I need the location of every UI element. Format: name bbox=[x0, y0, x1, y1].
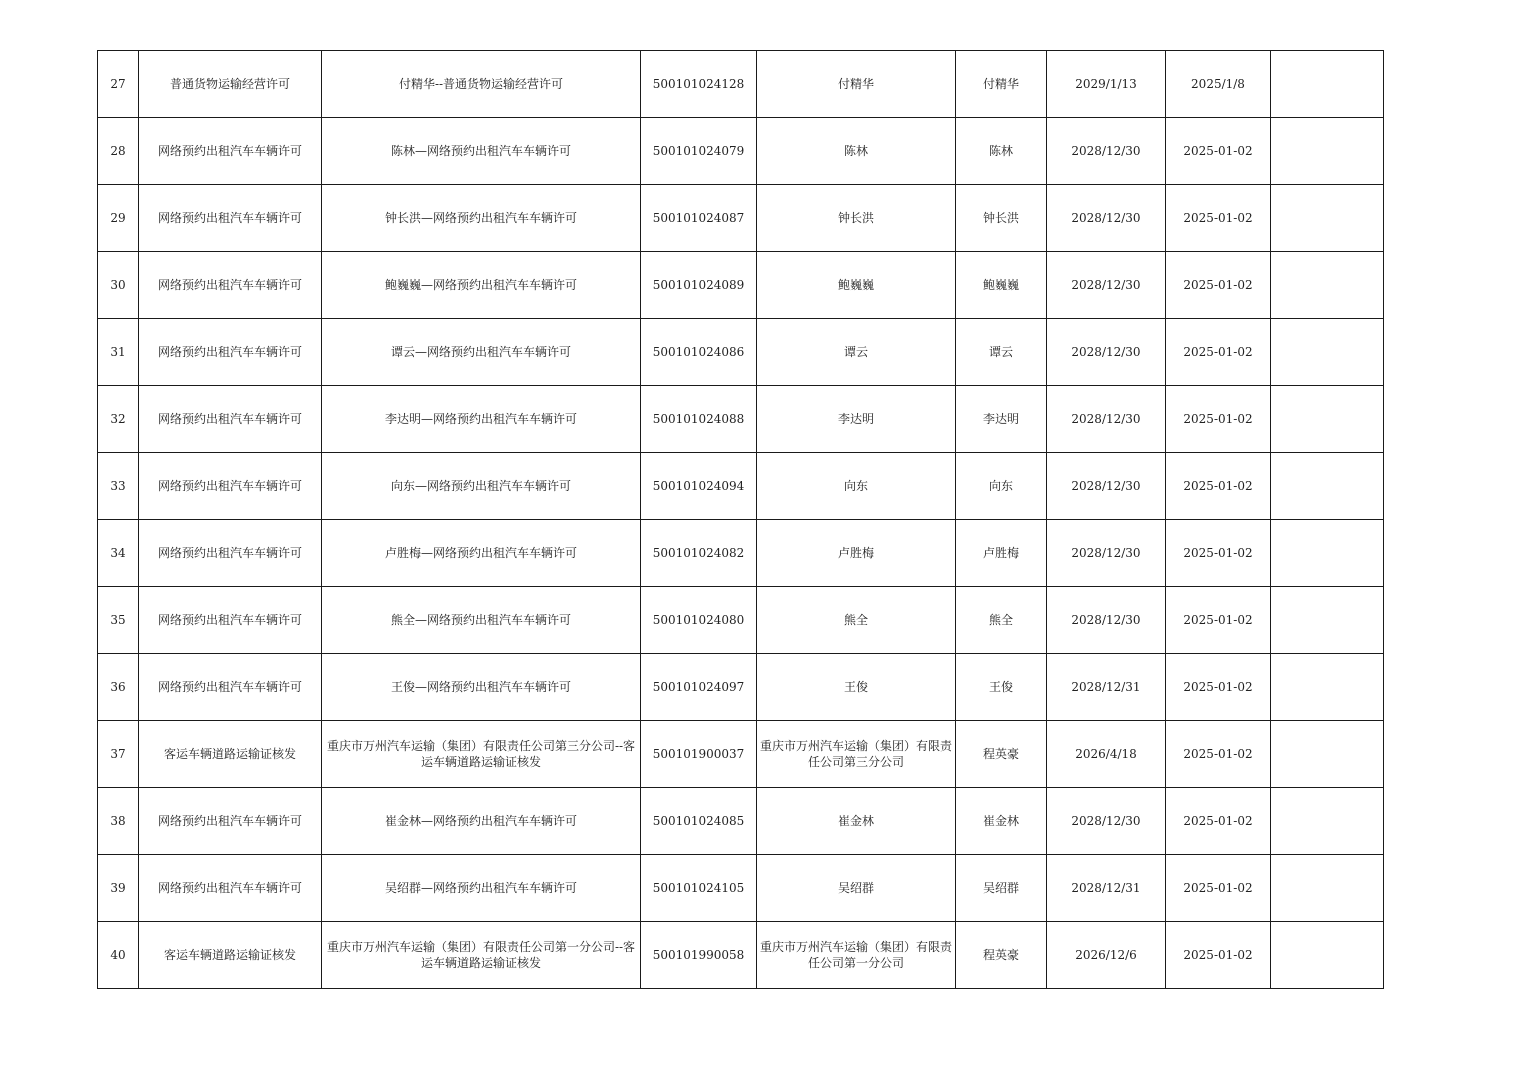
table-row bbox=[98, 520, 1384, 587]
valid-until-date-cell: 2028/12/31 bbox=[1047, 855, 1166, 922]
valid-until-date-cell: 2028/12/30 bbox=[1047, 520, 1166, 587]
license-code-cell: 500101024086 bbox=[641, 319, 757, 386]
license-item-cell: 钟长洪—网络预约出租汽车车辆许可 bbox=[322, 185, 641, 252]
license-code-cell: 500101024082 bbox=[641, 520, 757, 587]
license-category-cell: 网络预约出租汽车车辆许可 bbox=[139, 319, 322, 386]
license-category-cell: 客运车辆道路运输证核发 bbox=[139, 721, 322, 788]
license-item-cell: 王俊—网络预约出租汽车车辆许可 bbox=[322, 654, 641, 721]
license-code-cell: 500101024080 bbox=[641, 587, 757, 654]
table-row bbox=[98, 252, 1384, 319]
license-code-cell: 500101024087 bbox=[641, 185, 757, 252]
row-number-cell: 33 bbox=[98, 453, 139, 520]
remark-cell bbox=[1271, 654, 1384, 721]
decision-date-cell: 2025-01-02 bbox=[1166, 654, 1271, 721]
table-row bbox=[98, 185, 1384, 252]
license-category-cell: 网络预约出租汽车车辆许可 bbox=[139, 185, 322, 252]
legal-representative-cell: 卢胜梅 bbox=[956, 520, 1047, 587]
license-item-cell: 重庆市万州汽车运输（集团）有限责任公司第一分公司--客运车辆道路运输证核发 bbox=[322, 922, 641, 989]
license-code-cell: 500101024097 bbox=[641, 654, 757, 721]
license-category-cell: 网络预约出租汽车车辆许可 bbox=[139, 252, 322, 319]
decision-date-cell: 2025-01-02 bbox=[1166, 788, 1271, 855]
remark-cell bbox=[1271, 319, 1384, 386]
row-number-cell: 28 bbox=[98, 118, 139, 185]
table-row bbox=[98, 118, 1384, 185]
holder-name-cell: 卢胜梅 bbox=[757, 520, 956, 587]
table-row bbox=[98, 654, 1384, 721]
valid-until-date-cell: 2028/12/30 bbox=[1047, 587, 1166, 654]
license-code-cell: 500101024088 bbox=[641, 386, 757, 453]
license-item-cell: 李达明—网络预约出租汽车车辆许可 bbox=[322, 386, 641, 453]
license-category-cell: 网络预约出租汽车车辆许可 bbox=[139, 520, 322, 587]
license-code-cell: 500101990058 bbox=[641, 922, 757, 989]
license-item-cell: 鲍巍巍—网络预约出租汽车车辆许可 bbox=[322, 252, 641, 319]
legal-representative-cell: 鲍巍巍 bbox=[956, 252, 1047, 319]
row-number-cell: 36 bbox=[98, 654, 139, 721]
license-item-cell: 吴绍群—网络预约出租汽车车辆许可 bbox=[322, 855, 641, 922]
row-number-cell: 32 bbox=[98, 386, 139, 453]
table-row bbox=[98, 453, 1384, 520]
remark-cell bbox=[1271, 453, 1384, 520]
license-item-cell: 重庆市万州汽车运输（集团）有限责任公司第三分公司--客运车辆道路运输证核发 bbox=[322, 721, 641, 788]
valid-until-date-cell: 2028/12/30 bbox=[1047, 788, 1166, 855]
table-row bbox=[98, 855, 1384, 922]
license-category-cell: 网络预约出租汽车车辆许可 bbox=[139, 587, 322, 654]
decision-date-cell: 2025-01-02 bbox=[1166, 855, 1271, 922]
row-number-cell: 27 bbox=[98, 51, 139, 118]
remark-cell bbox=[1271, 118, 1384, 185]
table-row bbox=[98, 788, 1384, 855]
table-row bbox=[98, 319, 1384, 386]
license-item-cell: 谭云—网络预约出租汽车车辆许可 bbox=[322, 319, 641, 386]
license-category-cell: 网络预约出租汽车车辆许可 bbox=[139, 788, 322, 855]
license-category-cell: 网络预约出租汽车车辆许可 bbox=[139, 654, 322, 721]
remark-cell bbox=[1271, 855, 1384, 922]
holder-name-cell: 崔金林 bbox=[757, 788, 956, 855]
license-category-cell: 网络预约出租汽车车辆许可 bbox=[139, 118, 322, 185]
decision-date-cell: 2025/1/8 bbox=[1166, 51, 1271, 118]
holder-name-cell: 重庆市万州汽车运输（集团）有限责任公司第三分公司 bbox=[757, 721, 956, 788]
row-number-cell: 29 bbox=[98, 185, 139, 252]
license-item-cell: 陈林—网络预约出租汽车车辆许可 bbox=[322, 118, 641, 185]
remark-cell bbox=[1271, 788, 1384, 855]
valid-until-date-cell: 2028/12/30 bbox=[1047, 453, 1166, 520]
valid-until-date-cell: 2028/12/30 bbox=[1047, 185, 1166, 252]
decision-date-cell: 2025-01-02 bbox=[1166, 118, 1271, 185]
valid-until-date-cell: 2028/12/30 bbox=[1047, 252, 1166, 319]
decision-date-cell: 2025-01-02 bbox=[1166, 721, 1271, 788]
license-category-cell: 网络预约出租汽车车辆许可 bbox=[139, 855, 322, 922]
license-category-cell: 网络预约出租汽车车辆许可 bbox=[139, 386, 322, 453]
legal-representative-cell: 程英豪 bbox=[956, 922, 1047, 989]
holder-name-cell: 向东 bbox=[757, 453, 956, 520]
legal-representative-cell: 熊全 bbox=[956, 587, 1047, 654]
remark-cell bbox=[1271, 721, 1384, 788]
legal-representative-cell: 程英豪 bbox=[956, 721, 1047, 788]
row-number-cell: 35 bbox=[98, 587, 139, 654]
holder-name-cell: 谭云 bbox=[757, 319, 956, 386]
legal-representative-cell: 王俊 bbox=[956, 654, 1047, 721]
decision-date-cell: 2025-01-02 bbox=[1166, 386, 1271, 453]
license-code-cell: 500101900037 bbox=[641, 721, 757, 788]
decision-date-cell: 2025-01-02 bbox=[1166, 453, 1271, 520]
valid-until-date-cell: 2028/12/31 bbox=[1047, 654, 1166, 721]
license-code-cell: 500101024085 bbox=[641, 788, 757, 855]
holder-name-cell: 熊全 bbox=[757, 587, 956, 654]
row-number-cell: 31 bbox=[98, 319, 139, 386]
holder-name-cell: 重庆市万州汽车运输（集团）有限责任公司第一分公司 bbox=[757, 922, 956, 989]
decision-date-cell: 2025-01-02 bbox=[1166, 520, 1271, 587]
table-row bbox=[98, 386, 1384, 453]
license-table bbox=[97, 50, 1384, 989]
table-row bbox=[98, 922, 1384, 989]
license-item-cell: 向东—网络预约出租汽车车辆许可 bbox=[322, 453, 641, 520]
remark-cell bbox=[1271, 922, 1384, 989]
legal-representative-cell: 钟长洪 bbox=[956, 185, 1047, 252]
remark-cell bbox=[1271, 51, 1384, 118]
holder-name-cell: 钟长洪 bbox=[757, 185, 956, 252]
table-row bbox=[98, 721, 1384, 788]
remark-cell bbox=[1271, 185, 1384, 252]
legal-representative-cell: 吴绍群 bbox=[956, 855, 1047, 922]
holder-name-cell: 付精华 bbox=[757, 51, 956, 118]
row-number-cell: 40 bbox=[98, 922, 139, 989]
table-row bbox=[98, 587, 1384, 654]
license-code-cell: 500101024094 bbox=[641, 453, 757, 520]
license-item-cell: 熊全—网络预约出租汽车车辆许可 bbox=[322, 587, 641, 654]
row-number-cell: 30 bbox=[98, 252, 139, 319]
holder-name-cell: 王俊 bbox=[757, 654, 956, 721]
legal-representative-cell: 陈林 bbox=[956, 118, 1047, 185]
valid-until-date-cell: 2028/12/30 bbox=[1047, 319, 1166, 386]
valid-until-date-cell: 2026/12/6 bbox=[1047, 922, 1166, 989]
license-item-cell: 付精华--普通货物运输经营许可 bbox=[322, 51, 641, 118]
holder-name-cell: 鲍巍巍 bbox=[757, 252, 956, 319]
license-code-cell: 500101024089 bbox=[641, 252, 757, 319]
holder-name-cell: 李达明 bbox=[757, 386, 956, 453]
license-code-cell: 500101024079 bbox=[641, 118, 757, 185]
remark-cell bbox=[1271, 252, 1384, 319]
valid-until-date-cell: 2028/12/30 bbox=[1047, 118, 1166, 185]
remark-cell bbox=[1271, 386, 1384, 453]
row-number-cell: 39 bbox=[98, 855, 139, 922]
license-category-cell: 客运车辆道路运输证核发 bbox=[139, 922, 322, 989]
legal-representative-cell: 向东 bbox=[956, 453, 1047, 520]
decision-date-cell: 2025-01-02 bbox=[1166, 922, 1271, 989]
license-code-cell: 500101024105 bbox=[641, 855, 757, 922]
valid-until-date-cell: 2026/4/18 bbox=[1047, 721, 1166, 788]
decision-date-cell: 2025-01-02 bbox=[1166, 185, 1271, 252]
holder-name-cell: 陈林 bbox=[757, 118, 956, 185]
legal-representative-cell: 谭云 bbox=[956, 319, 1047, 386]
license-item-cell: 崔金林—网络预约出租汽车车辆许可 bbox=[322, 788, 641, 855]
valid-until-date-cell: 2029/1/13 bbox=[1047, 51, 1166, 118]
decision-date-cell: 2025-01-02 bbox=[1166, 587, 1271, 654]
remark-cell bbox=[1271, 520, 1384, 587]
decision-date-cell: 2025-01-02 bbox=[1166, 252, 1271, 319]
legal-representative-cell: 崔金林 bbox=[956, 788, 1047, 855]
row-number-cell: 34 bbox=[98, 520, 139, 587]
table-body bbox=[98, 51, 1384, 989]
table-row bbox=[98, 51, 1384, 118]
holder-name-cell: 吴绍群 bbox=[757, 855, 956, 922]
license-category-cell: 网络预约出租汽车车辆许可 bbox=[139, 453, 322, 520]
row-number-cell: 38 bbox=[98, 788, 139, 855]
legal-representative-cell: 李达明 bbox=[956, 386, 1047, 453]
license-item-cell: 卢胜梅—网络预约出租汽车车辆许可 bbox=[322, 520, 641, 587]
remark-cell bbox=[1271, 587, 1384, 654]
valid-until-date-cell: 2028/12/30 bbox=[1047, 386, 1166, 453]
row-number-cell: 37 bbox=[98, 721, 139, 788]
license-category-cell: 普通货物运输经营许可 bbox=[139, 51, 322, 118]
legal-representative-cell: 付精华 bbox=[956, 51, 1047, 118]
license-code-cell: 500101024128 bbox=[641, 51, 757, 118]
decision-date-cell: 2025-01-02 bbox=[1166, 319, 1271, 386]
